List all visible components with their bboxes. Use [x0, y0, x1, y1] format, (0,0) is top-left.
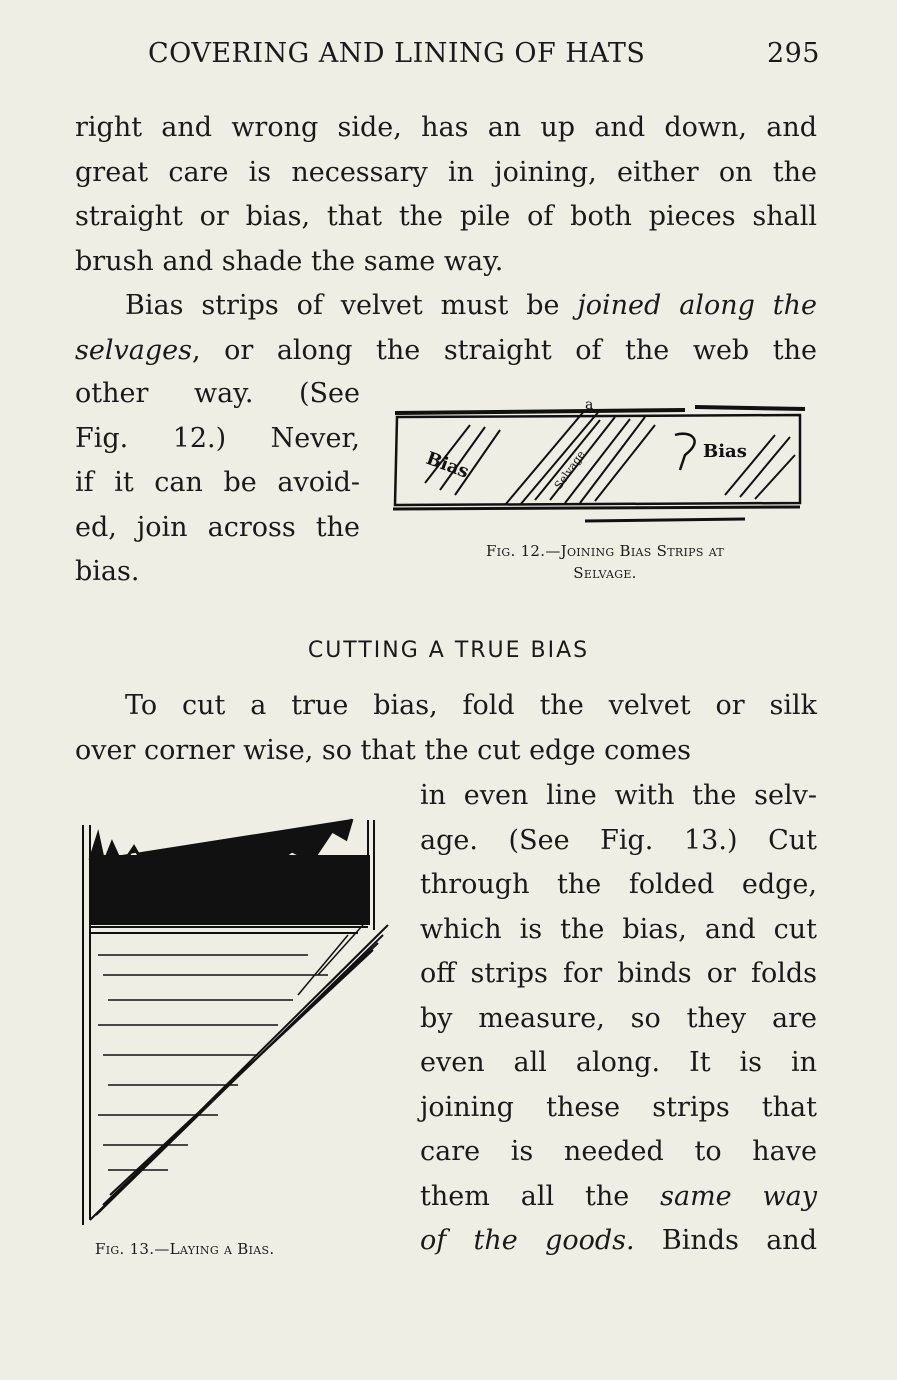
text-line: brush and shade the same way.: [75, 245, 504, 277]
text-line: age. (See Fig. 13.) Cut: [420, 824, 817, 856]
section-heading: CUTTING A TRUE BIAS: [307, 638, 590, 663]
text-line: if it can be avoid-: [75, 467, 360, 498]
text-span: Bias strips of velvet must be: [125, 290, 578, 321]
figure-label-a: a: [585, 397, 594, 413]
text-line: right and wrong side, has an up and down, and: [75, 112, 817, 143]
text-span: , or along the straight of the web the: [191, 334, 817, 366]
emphasis-text: same way: [660, 1180, 818, 1212]
figure-12-illustration: [385, 395, 810, 530]
text-line: To cut a true bias, fold the velvet or silk: [125, 690, 817, 721]
text-line: by measure, so they are: [420, 1002, 817, 1034]
text-line: [75, 329, 817, 374]
text-line: other way. (See: [75, 378, 360, 409]
page-number: 295: [766, 38, 820, 69]
emphasis-text: of the goods.: [420, 1225, 635, 1256]
text-line: [420, 1219, 817, 1264]
text-line: care is needed to have: [420, 1136, 817, 1167]
text-line: [420, 1175, 817, 1220]
text-line: joining these strips that: [420, 1091, 817, 1123]
figure-13-caption: Fig. 13.—Laying a Bias.: [95, 1240, 275, 1258]
text-line: through the folded edge,: [420, 869, 817, 900]
text-line: [75, 284, 817, 329]
text-line: straight or bias, that the pile of both pieces shall: [75, 201, 817, 232]
figure-13-illustration: [78, 815, 398, 1230]
text-span: Binds and: [634, 1225, 817, 1256]
text-line: off strips for binds or folds: [420, 958, 817, 989]
paragraph-3-top: [75, 684, 817, 773]
figure-label-selvage: Selvage: [551, 448, 588, 492]
text-line: ed, join across the: [75, 511, 360, 543]
paragraph-1: [75, 106, 817, 373]
text-line: which is the bias, and cut: [420, 913, 817, 945]
text-line: great care is necessary in joining, either on the: [75, 156, 817, 188]
text-line: over corner wise, so that the cut edge comes: [75, 734, 691, 766]
paragraph-3-right-column: [420, 774, 817, 1264]
chapter-title: COVERING AND LINING OF HATS: [148, 38, 646, 69]
figure-label-bias-right: Bias: [703, 441, 747, 462]
text-line: bias.: [75, 556, 140, 587]
paragraph-2-left-column: [75, 372, 360, 595]
figure-12-caption: [420, 540, 790, 584]
emphasis-text: joined along the: [577, 290, 817, 321]
text-line: in even line with the selv-: [420, 780, 817, 811]
text-line: even all along. It is in: [420, 1047, 817, 1078]
caption-line: Selvage.: [573, 564, 637, 582]
text-line: Fig. 12.) Never,: [75, 422, 360, 454]
figure-label-bias-left: Bias: [423, 447, 472, 483]
caption-line: Fig. 12.—Joining Bias Strips at: [486, 542, 724, 560]
text-span: them all the: [420, 1180, 661, 1212]
emphasis-text: selvages: [75, 334, 192, 366]
